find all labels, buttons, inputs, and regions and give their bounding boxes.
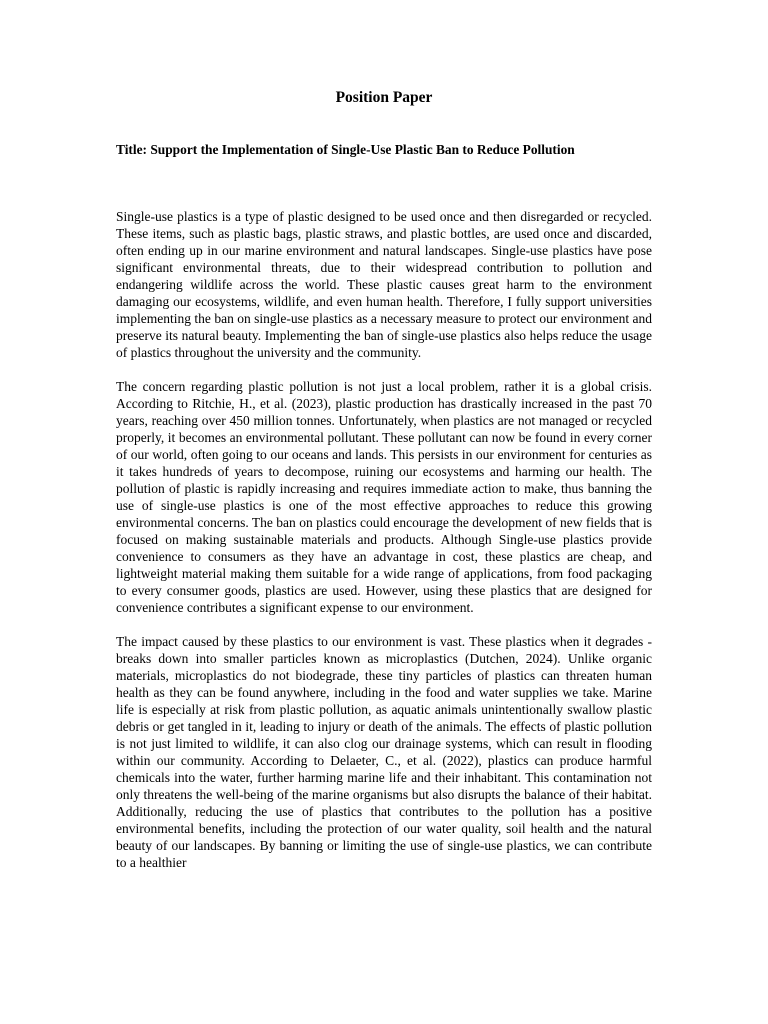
- body-paragraph-3: The impact caused by these plastics to our environment is vast. These plastics when it degrades - breaks down into smaller particles known as microplastics (Dutchen, 2024). Unlike organic materials, microplastics do not biodegrade, these tiny particles of plastics can threaten human health as they can be found anywhere, including in the food and water supplies we take. Marine life is especially at risk from plastic pollution, as aquatic animals unintentionally swallow plastic debris or get tangled in it, leading to injury or death of the animals. The effects of plastic pollution is not just limited to wildlife, it can also clog our drainage systems, which can result in flooding within our community. According to Delaeter, C., et al. (2022), plastics can produce harmful chemicals into the water, further harming marine life and their inhabitant. This contamination not only threatens the well-being of the marine organisms but also disrupts the balance of their habitat. Additionally, reducing the use of plastics that contributes to the pollution has a positive environmental benefits, including the protection of our water quality, soil health and the natural beauty of our landscapes. By banning or limiting the use of single-use plastics, we can contribute to a healthier: [116, 634, 652, 870]
- body-paragraph-1: Single-use plastics is a type of plastic designed to be used once and then disregarded or recycled. These items, such as plastic bags, plastic straws, and plastic bottles, are used once and discarded, often ending up in our marine environment and natural landscapes. Single-use plastics have pose significant environmental threats, due to their widespread contribution to pollution and endangering wildlife across the world. These plastic causes great harm to the environment damaging our ecosystems, wildlife, and even human health. Therefore, I fully support universities implementing the ban on single-use plastics as a necessary measure to protect our environment and preserve its natural beauty. Implementing the ban of single-use plastics also helps reduce the usage of plastics throughout the university and the community.: [116, 209, 652, 360]
- document-title: Title: Support the Implementation of Single-Use Plastic Ban to Reduce Pollution: [116, 142, 575, 157]
- document-heading: Position Paper: [335, 89, 433, 106]
- document-body: [116, 208, 652, 888]
- body-paragraph-2: The concern regarding plastic pollution is not just a local problem, rather it is a global crisis. According to Ritchie, H., et al. (2023), plastic production has drastically increased in the past 70 years, reaching over 450 million tonnes. Unfortunately, when plastics are not managed or recycled properly, it becomes an environmental pollutant. These pollutant can now be found in every corner of our world, often going to our oceans and lands. This persists in our environment for centuries as it takes hundreds of years to decompose, ruining our ecosystems and harming our health. The pollution of plastic is rapidly increasing and requires immediate action to make, thus banning the use of single-use plastics is one of the most effective approaches to reduce this growing environmental concerns. The ban on plastics could encourage the development of new fields that is focused on making sustainable materials and products. Although Single-use plastics provide convenience to consumers as they have an advantage in cost, these plastics are cheap, and lightweight material making them suitable for a wide range of applications, from food packaging to every consumer goods, plastics are used. However, using these plastics that are designed for convenience contributes a significant expense to our environment.: [116, 379, 652, 615]
